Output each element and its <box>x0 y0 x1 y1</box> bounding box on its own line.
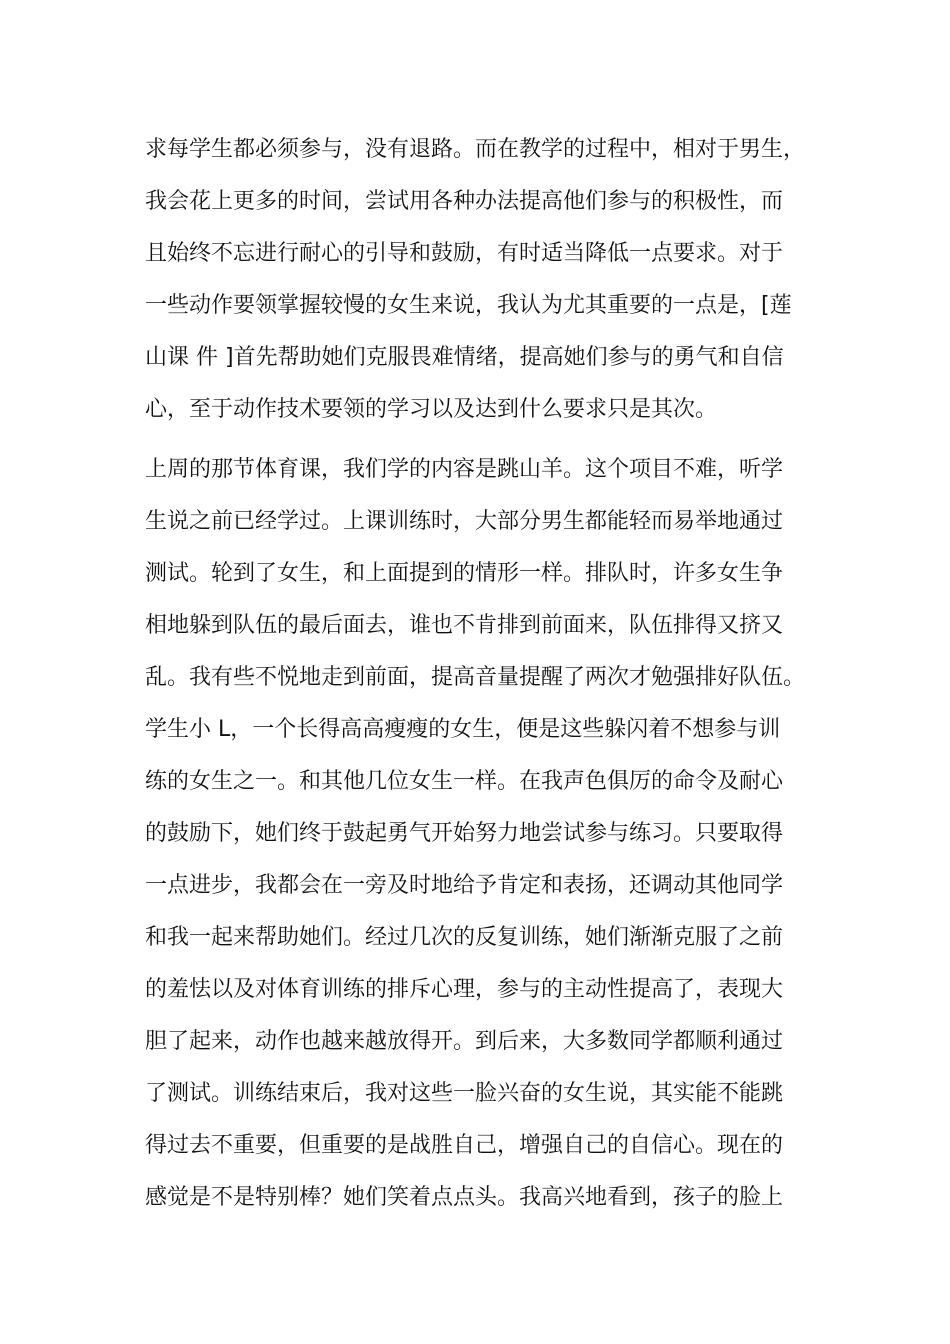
text-line: 乱。我有些不悦地走到前面，提高音量提醒了两次才勉强排好队伍。 <box>145 665 806 690</box>
text-line: 测试。轮到了女生，和上面提到的情形一样。排队时，许多女生争 <box>145 561 784 586</box>
text-line: 上周的那节体育课，我们学的内容是跳山羊。这个项目不难，听学 <box>145 457 784 482</box>
text-line: 的羞怯以及对体育训练的排斥心理，参与的主动性提高了，表现大 <box>145 977 784 1002</box>
paragraph-2 <box>145 444 810 1224</box>
text-line: 一点进步，我都会在一旁及时地给予肯定和表扬，还调动其他同学 <box>145 873 784 898</box>
text-line: 一些动作要领掌握较慢的女生来说，我认为尤其重要的一点是，[莲 <box>145 293 792 318</box>
text-line: 练的女生之一。和其他几位女生一样。在我声色俱厉的命令及耐心 <box>145 769 784 794</box>
text-line: 胆了起来，动作也越来越放得开。到后来，大多数同学都顺利通过 <box>145 1029 784 1054</box>
text-line: 我会花上更多的时间，尝试用各种办法提高他们参与的积极性，而 <box>145 189 784 214</box>
text-line: 心，至于动作技术要领的学习以及达到什么要求只是其次。 <box>145 397 718 422</box>
text-line: 山课 件 ]首先帮助她们克服畏难情绪，提高她们参与的勇气和自信 <box>145 345 784 370</box>
paragraph-1 <box>145 124 810 436</box>
text-line: 生说之前已经学过。上课训练时，大部分男生都能轻而易举地通过 <box>145 509 784 534</box>
text-line: 感觉是不是特别棒？她们笑着点点头。我高兴地看到，孩子的脸上 <box>145 1185 784 1210</box>
text-line: 和我一起来帮助她们。经过几次的反复训练，她们渐渐克服了之前 <box>145 925 784 950</box>
text-line: 的鼓励下，她们终于鼓起勇气开始努力地尝试参与练习。只要取得 <box>145 821 784 846</box>
text-line: 相地躲到队伍的最后面去，谁也不肯排到前面来，队伍排得又挤又 <box>145 613 784 638</box>
text-line: 得过去不重要，但重要的是战胜自己，增强自己的自信心。现在的 <box>145 1133 784 1158</box>
text-line: 求每学生都必须参与，没有退路。而在教学的过程中，相对于男生， <box>145 137 806 162</box>
text-line: 了测试。训练结束后，我对这些一脸兴奋的女生说，其实能不能跳 <box>145 1081 784 1106</box>
text-line: 学生小 L，一个长得高高瘦瘦的女生，便是这些躲闪着不想参与训 <box>145 717 781 742</box>
text-line: 且始终不忘进行耐心的引导和鼓励，有时适当降低一点要求。对于 <box>145 241 784 266</box>
